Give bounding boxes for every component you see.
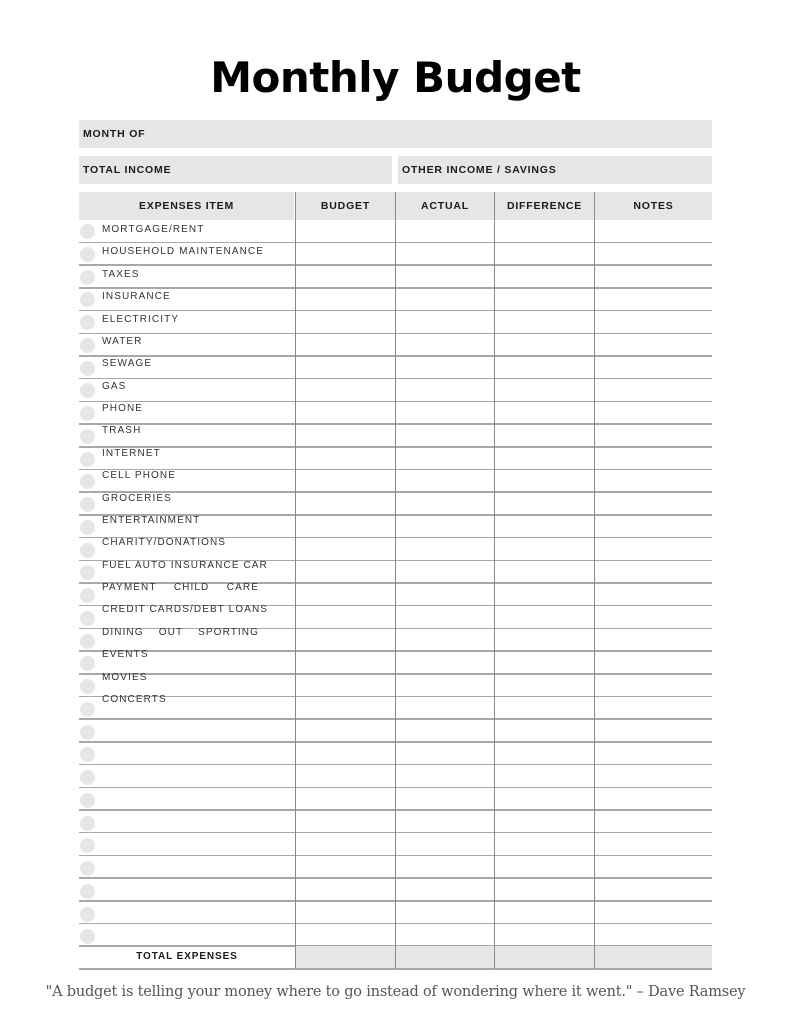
column-header-expenses-item: EXPENSES ITEM xyxy=(79,192,294,220)
expense-item-label: TAXES xyxy=(102,268,140,280)
checkbox-circle[interactable] xyxy=(80,224,95,239)
expense-item-label: SEWAGE xyxy=(102,358,153,370)
column-divider xyxy=(594,192,595,969)
total-expenses-label: TOTAL EXPENSES xyxy=(136,951,238,963)
expense-item-label: MORTGAGE/RENT xyxy=(102,224,205,235)
expense-item-label: CREDIT CARDS/DEBT LOANS xyxy=(102,604,269,616)
expense-item-label: CHARITY/DONATIONS xyxy=(102,537,227,549)
checkbox-circle[interactable] xyxy=(80,588,95,603)
expense-item-label: GROCERIES xyxy=(102,492,172,504)
quote: "A budget is telling your money where to go instead of wondering where it went." – Dave Ramsey xyxy=(45,984,746,1000)
checkbox-circle[interactable] xyxy=(80,247,95,262)
expense-item-label: ELECTRICITY xyxy=(102,313,180,325)
checkbox-circle[interactable] xyxy=(80,270,95,285)
expense-item-label: PHONE xyxy=(102,403,144,415)
checkbox-circle[interactable] xyxy=(80,452,95,467)
month-of-field[interactable] xyxy=(79,120,712,148)
column-divider xyxy=(295,192,296,969)
checkbox-circle[interactable] xyxy=(80,634,95,649)
checkbox-circle[interactable] xyxy=(80,361,95,376)
checkbox-circle[interactable] xyxy=(80,611,95,626)
checkbox-circle[interactable] xyxy=(80,770,95,785)
expense-item-label: CONCERTS xyxy=(102,693,167,705)
checkbox-circle[interactable] xyxy=(80,793,95,808)
checkbox-circle[interactable] xyxy=(80,315,95,330)
checkbox-circle[interactable] xyxy=(80,702,95,717)
checkbox-circle[interactable] xyxy=(80,725,95,740)
expense-item-label: MOVIES xyxy=(102,671,148,683)
column-header-actual: ACTUAL xyxy=(396,192,494,220)
other-income-field[interactable] xyxy=(398,156,712,184)
column-header-difference: DIFFERENCE xyxy=(495,192,594,220)
total-income-label: TOTAL INCOME xyxy=(83,164,172,176)
expense-item-label: WATER xyxy=(102,335,143,347)
checkbox-circle[interactable] xyxy=(80,907,95,922)
other-income-label: OTHER INCOME / SAVINGS xyxy=(402,164,557,176)
checkbox-circle[interactable] xyxy=(80,543,95,558)
checkbox-circle[interactable] xyxy=(80,429,95,444)
expense-item-label: INTERNET xyxy=(102,447,161,459)
expense-item-label: PAYMENT CHILD CARE xyxy=(102,582,259,594)
column-header-notes: NOTES xyxy=(595,192,712,220)
expense-item-label: CELL PHONE xyxy=(102,470,176,482)
checkbox-circle[interactable] xyxy=(80,338,95,353)
total-cell-difference[interactable] xyxy=(495,946,594,968)
total-cell-actual[interactable] xyxy=(396,946,494,968)
checkbox-circle[interactable] xyxy=(80,679,95,694)
expense-item-label: DINING OUT SPORTING xyxy=(102,626,259,638)
total-cell-budget[interactable] xyxy=(296,946,395,968)
column-divider xyxy=(494,192,495,969)
total-cell-notes[interactable] xyxy=(595,946,712,968)
checkbox-circle[interactable] xyxy=(80,497,95,512)
expense-item-label: TRASH xyxy=(102,425,142,437)
page-title: Monthly Budget xyxy=(210,53,581,102)
expense-item-label: ENTERTAINMENT xyxy=(102,514,201,526)
month-of-label: MONTH OF xyxy=(83,128,146,140)
total-income-field[interactable] xyxy=(79,156,392,184)
expense-item-label: FUEL AUTO INSURANCE CAR xyxy=(102,559,268,571)
expense-item-label: EVENTS xyxy=(102,649,149,661)
checkbox-circle[interactable] xyxy=(80,884,95,899)
checkbox-circle[interactable] xyxy=(80,520,95,535)
checkbox-circle[interactable] xyxy=(80,816,95,831)
expense-item-label: HOUSEHOLD MAINTENANCE xyxy=(102,246,265,258)
expense-item-label: INSURANCE xyxy=(102,291,171,303)
checkbox-circle[interactable] xyxy=(80,406,95,421)
expense-item-label: GAS xyxy=(102,380,127,392)
column-header-budget: BUDGET xyxy=(296,192,395,220)
column-divider xyxy=(395,192,396,969)
checkbox-circle[interactable] xyxy=(80,861,95,876)
